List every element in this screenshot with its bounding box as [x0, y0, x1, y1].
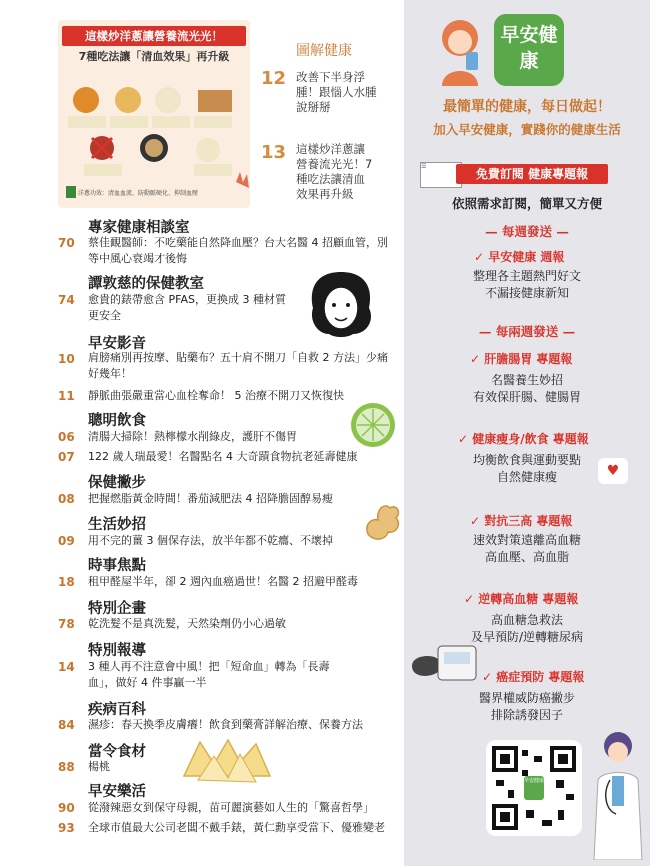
newsletter-line: 速效對策遠離高血糖 — [472, 533, 581, 547]
page-number: 11 — [58, 389, 75, 403]
feature-group-label: 圖解健康 — [296, 43, 352, 59]
page-number: 08 — [58, 492, 75, 506]
section-title: 當令食材 — [88, 744, 146, 760]
toc-entry: 楊桃 — [88, 760, 110, 773]
weekly-header-text: 每週發送 — [501, 224, 552, 239]
newsletter-tag[interactable]: ✓ 逆轉高血糖 專題報 — [464, 592, 579, 606]
newsletter-desc — [404, 690, 650, 724]
brand-logo — [494, 14, 564, 86]
section-title: 特別企畫 — [88, 601, 146, 617]
newsletter-tag[interactable]: ✓ 早安健康 週報 — [474, 250, 565, 264]
page-number: 07 — [58, 450, 75, 464]
starfruit-illustration — [178, 736, 280, 792]
newsletter-line: 有效保肝腸、健腸胃 — [472, 390, 581, 404]
newsletter-tag-text: 逆轉高血糖 專題報 — [478, 592, 579, 606]
newsletter-tag-text: 對抗三高 專題報 — [484, 514, 573, 528]
toc-entry: 清腸大掃除！熱檸檬水削綠皮，護肝不傷胃 — [88, 430, 297, 443]
brand-logo-text: 早安健康 — [500, 24, 558, 72]
mascot-illustration — [430, 12, 490, 86]
newsletter-tag-text: 健康瘦身/飲食 專題報 — [472, 432, 589, 446]
newsletter-desc — [404, 372, 650, 406]
newsletter-line: 高血糖急救法 — [490, 613, 563, 627]
qr-pattern — [486, 740, 582, 836]
biweekly-header: — 每兩週發送 — — [478, 324, 576, 339]
page-number: 84 — [58, 718, 75, 732]
newsletter-line: 排除誘發因子 — [490, 708, 563, 722]
page-number: 06 — [58, 430, 75, 444]
newsletter-tag-text: 肝膽腸胃 專題報 — [484, 352, 573, 366]
page-number: 90 — [58, 801, 75, 815]
newsletter-line: 高血壓、高血脂 — [484, 550, 569, 564]
page-number: 88 — [58, 760, 75, 774]
promo-title: 這樣炒洋蔥讓營養流光光！ — [62, 26, 246, 46]
section-title: 生活妙招 — [88, 517, 146, 533]
newsletter-tag[interactable]: ✓ 肝膽腸胃 專題報 — [470, 352, 573, 366]
toc-entry: 從潑辣惡女到保守母親，苗可麗演藝如人生的「驚喜哲學」 — [88, 801, 374, 814]
toc-entry: 肩膀痛別再按摩、貼藥布？五十肩不開刀「自救 2 方法」少痛好幾年！ — [88, 351, 388, 380]
newsletter-desc — [404, 268, 650, 302]
page-number: 18 — [58, 575, 75, 589]
section-title: 時事焦點 — [88, 558, 146, 574]
doctor-illustration — [588, 724, 648, 860]
heart-bubble-icon: ♥ — [598, 458, 628, 484]
promo-footer: 洋蔥功效：清血血流、防動脈硬化、抑制血壓 — [78, 190, 199, 197]
page-number: 70 — [58, 236, 75, 250]
newsletter-tag-text: 癌症預防 專題報 — [496, 670, 585, 684]
toc-entry: 122 歲人瑞最愛！名醫點名 4 大奇蹟食物抗老延壽健康 — [88, 450, 358, 463]
brand-tagline-sub: 加入早安健康，實踐你的健康生活 — [433, 122, 621, 137]
section-title: 專家健康相談室 — [88, 220, 190, 236]
blood-pressure-monitor-icon — [410, 636, 480, 684]
feature-item: 改善下半身浮腫！跟惱人水腫說掰掰 — [296, 70, 377, 114]
toc-entry: 乾洗髮不是真洗髮，天然染劑仍小心過敏 — [88, 617, 286, 630]
page-number: 74 — [58, 293, 75, 307]
promo-subtitle: 7種吃法讓「清血效果」再升級 — [78, 50, 230, 63]
page-number: 14 — [58, 660, 75, 674]
newsletter-line: 名醫養生妙招 — [490, 373, 563, 387]
page-number: 10 — [58, 352, 75, 366]
toc-entry: 靜脈曲張嚴重當心血栓奪命！ 5 治療不開刀又恢復快 — [88, 389, 344, 402]
ginger-icon — [358, 494, 404, 546]
page-number: 78 — [58, 617, 75, 631]
brand-tagline: 最簡單的健康，每日做起！ — [443, 99, 611, 115]
toc-entry: 愈貴的錶帶愈含 PFAS，更換成 3 種材質更安全 — [88, 293, 286, 322]
toc-entry: 全球市值最大公司老闆不戴手錶，黃仁勳享受當下、優雅變老 — [88, 821, 385, 834]
feature-item: 這樣炒洋蔥讓營養流光光！7種吃法讓清血效果再升級 — [296, 142, 373, 201]
subscribe-ribbon[interactable]: 免費訂閱 健康專題報 — [456, 164, 608, 184]
toc-entry: 把握燃脂黃金時間！番茄減肥法 4 招降膽固醇易瘦 — [88, 492, 333, 505]
toc-entry: 3 種人再不注意會中風！把「短命血」轉為「長壽血」，做好 4 件事贏一半 — [88, 660, 330, 689]
section-title: 疾病百科 — [88, 702, 146, 718]
biweekly-header-text: 每兩週發送 — [495, 324, 559, 339]
author-portrait — [305, 268, 377, 340]
newsletter-line: 及早預防/逆轉糖尿病 — [470, 630, 584, 644]
subscribe-subtitle: 依照需求訂閱，簡單又方便 — [451, 196, 602, 211]
lime-icon — [348, 400, 398, 450]
newsletter-tag-text: 早安健康 週報 — [488, 250, 565, 264]
newsletter-line: 醫界權威防癌撇步 — [478, 691, 575, 705]
newsletter-line: 均衡飲食與運動要點 — [472, 453, 581, 467]
section-title: 聰明飲食 — [88, 413, 146, 429]
onion-illustrations — [58, 20, 250, 208]
qr-logo-text: 早安健康 — [524, 778, 545, 784]
newspaper-icon: ☰ — [420, 162, 462, 188]
weekly-header: — 每週發送 — — [485, 224, 569, 239]
toc-entry: 蔡佳靦醫師：不吃藥能自然降血壓？台大名醫 4 招顧血管，別等中風心衰竭才後悔 — [88, 236, 388, 265]
newsletter-line: 整理各主題熱門好文 — [472, 269, 581, 283]
section-title: 特別報導 — [88, 643, 146, 659]
newsletter-tag[interactable]: ✓ 癌症預防 專題報 — [482, 670, 585, 684]
page-number: 12 — [261, 68, 287, 89]
toc-entry: 租甲醛屋半年，卻 2 週內血癌過世！名醫 2 招避甲醛毒 — [88, 575, 358, 588]
onion-infographic — [58, 20, 250, 208]
section-title: 譚敦慈的保健教室 — [88, 276, 204, 292]
page-number: 13 — [261, 142, 287, 163]
toc-entry: 用不完的薑 3 個保存法，放半年都不乾癟、不壞掉 — [88, 534, 333, 547]
page-number: 09 — [58, 534, 75, 548]
page-number: 93 — [58, 821, 75, 835]
section-title: 早安影音 — [88, 336, 146, 352]
newsletter-tag[interactable]: ✓ 對抗三高 專題報 — [470, 514, 573, 528]
toc-entry: 濕疹：春天換季皮膚癢！飲食到藥膏詳解治療、保養方法 — [88, 718, 363, 731]
section-title: 早安樂活 — [88, 784, 146, 800]
section-title: 保健撇步 — [88, 475, 146, 491]
newsletter-tag[interactable]: ✓ 健康瘦身/飲食 專題報 — [458, 432, 589, 446]
newsletter-desc — [404, 532, 650, 566]
qr-code[interactable] — [486, 740, 582, 836]
newsletter-line: 不漏接健康新知 — [484, 286, 569, 300]
newsletter-line: 自然健康瘦 — [496, 470, 557, 484]
